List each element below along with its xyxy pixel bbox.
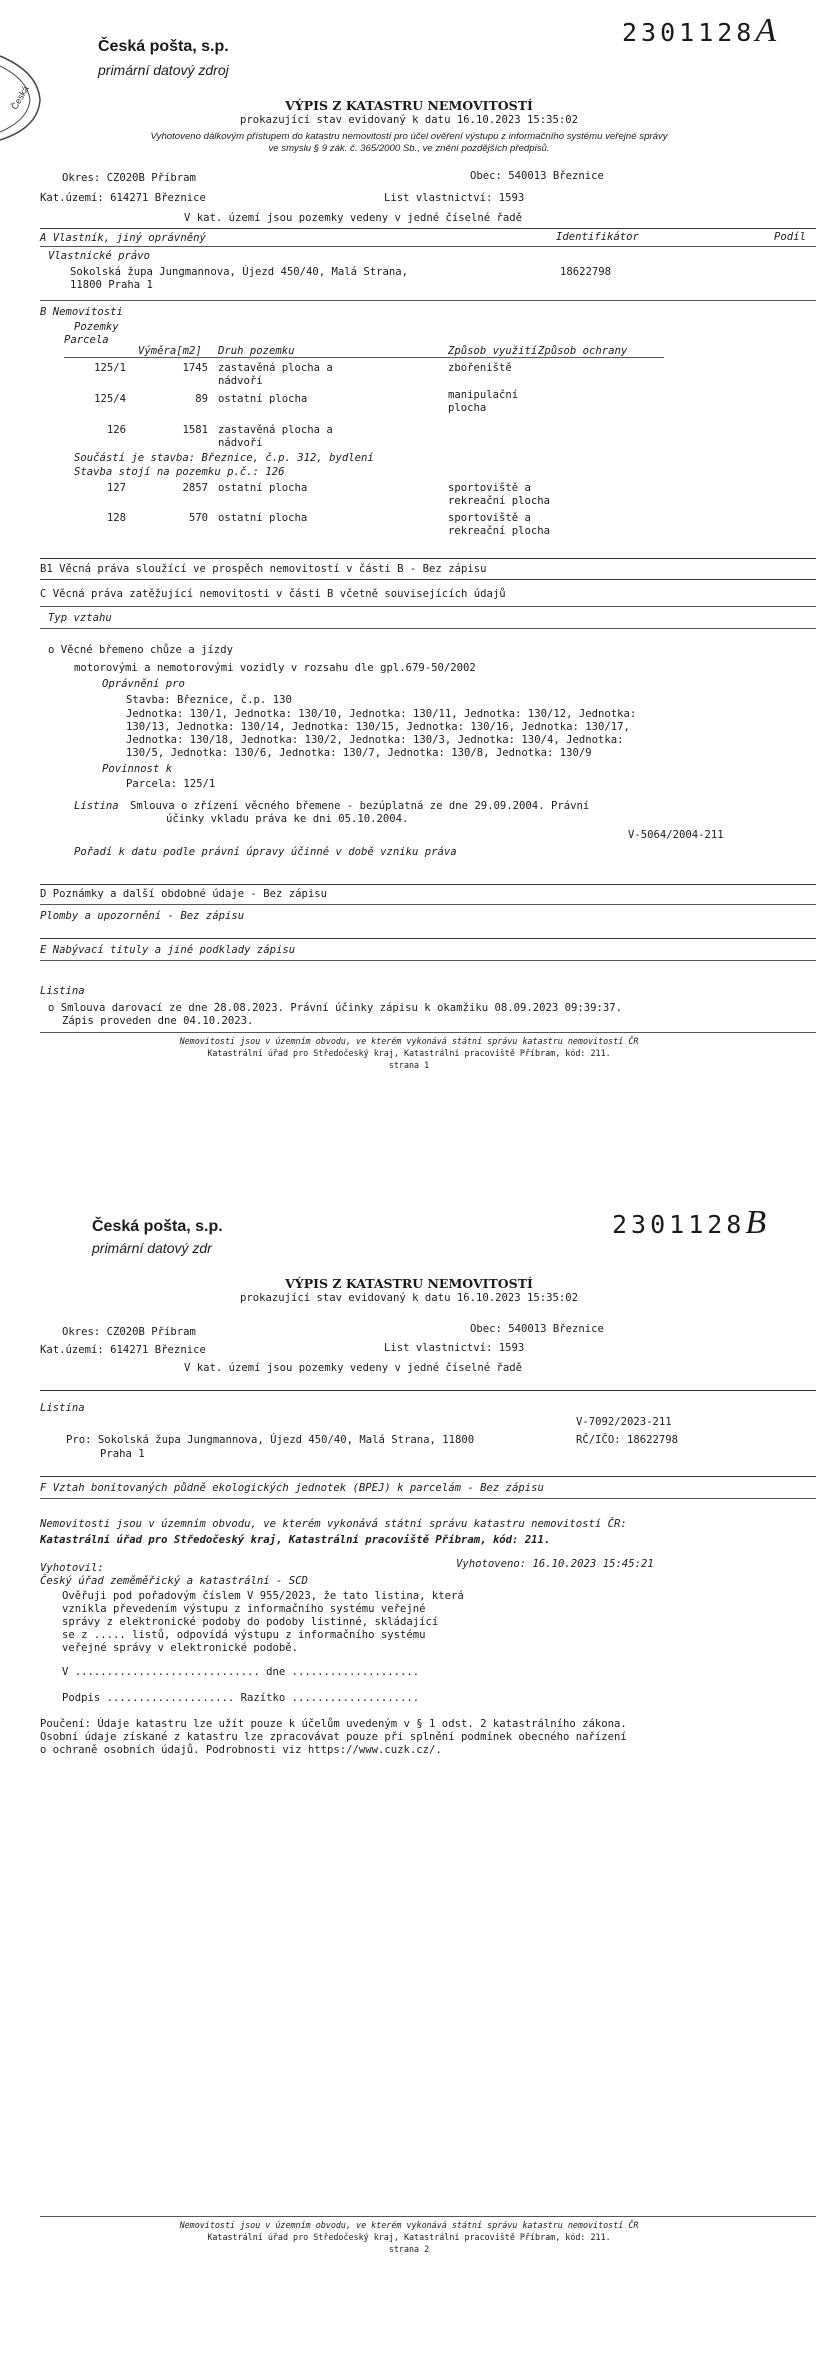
owner-line: 11800 Praha 1: [70, 279, 153, 291]
notice-line: ve smyslu § 9 zák. č. 365/2000 Sb., ve znění pozdějších předpisů.: [268, 143, 550, 154]
pouceni-line: Poučení: Údaje katastru lze užít pouze k účelům uvedeným v § 1 odst. 2 katastrálního zákona.: [40, 1718, 627, 1730]
section-b-label: B Nemovitosti: [40, 306, 123, 318]
vyuziti-cell: sportoviště a: [448, 512, 531, 524]
postal-stamp-icon: [0, 52, 50, 142]
pouceni-line: o ochraně osobních údajů. Podrobnosti viz https://www.cuzk.cz/.: [40, 1744, 442, 1756]
typ-vztahu: Typ vztahu: [48, 612, 112, 624]
nemovitosti-note: Nemovitosti jsou v územním obvodu, ve kterém vykonává státní správu katastru nemovitostí ČR:: [40, 1518, 627, 1530]
vyuziti-cell: plocha: [448, 402, 487, 414]
vyuziti-cell: rekreační plocha: [448, 525, 551, 537]
vyuziti-cell: manipulační: [448, 389, 519, 401]
povinnost-k: Povinnost k: [102, 763, 173, 775]
vecne-bremeno-detail: motorovými a nemotorovými vozidly v rozsahu dle gpl.679-50/2002: [74, 662, 476, 674]
section-f: F Vztah bonitovaných půdně ekologických jednotek (BPEJ) k parcelám - Bez zápisu: [40, 1482, 544, 1494]
document-number: 2301128A: [622, 12, 777, 49]
page-number: strana 2: [388, 2244, 430, 2254]
document-page-1: [0, 0, 818, 1150]
notice-line: Vyhotoveno dálkovým přístupem do katastru nemovitostí pro účel ověření výstupu z informačního systému veřejné správy: [150, 131, 668, 142]
parcela-cell: 128: [106, 512, 126, 524]
rc-ico: RČ/IČO: 18622798: [576, 1434, 679, 1446]
pro-line: Praha 1: [100, 1448, 145, 1460]
soucasti-stavba: Součástí je stavba: Březnice, č.p. 312, bydlení: [74, 452, 374, 464]
pouceni-line: Osobní údaje získané z katastru lze zpracovávat pouze při splnění podmínek obecného nařízení: [40, 1731, 627, 1743]
listina-label: Listina: [40, 1402, 85, 1414]
document-number: 2301128B: [612, 1204, 767, 1241]
opravneni-pro: Oprávnění pro: [102, 678, 185, 690]
listina-text: účinky vkladu práva ke dni 05.10.2004.: [166, 813, 409, 825]
document-page-2: [0, 1200, 818, 2354]
col-zpusob-ochrany: Způsob ochrany: [538, 345, 628, 357]
obec: Obec: 540013 Březnice: [470, 1323, 604, 1335]
footer-line: Nemovitosti jsou v územním obvodu, ve kterém vykonává státní správu katastru nemovitostí ČR: [179, 2220, 639, 2230]
jednotky-line: 130/5, Jednotka: 130/6, Jednotka: 130/7, Jednotka: 130/8, Jednotka: 130/9: [126, 747, 592, 759]
vymera-cell: 1581: [182, 424, 208, 436]
list-vlastnictvi: List vlastnictví: 1593: [384, 1342, 525, 1354]
post-name: Česká pošta, s.p.: [92, 1218, 223, 1235]
overeni-line: vznikla převedením výstupu z informačního systému veřejné: [62, 1603, 426, 1615]
document-suffix: A: [755, 12, 777, 49]
col-parcela: Parcela: [64, 334, 109, 346]
section-a-label: A Vlastník, jiný oprávněný: [40, 232, 206, 244]
druh-cell: zastavěná plocha a: [218, 362, 333, 374]
page-number: strana 1: [388, 1060, 430, 1070]
owner-identifier: 18622798: [560, 266, 612, 278]
listina-label: Listina: [74, 800, 119, 812]
post-subtitle: primární datový zdr: [92, 1240, 212, 1256]
vyuziti-cell: sportoviště a: [448, 482, 531, 494]
parcela-cell: 125/4: [94, 393, 126, 405]
col-zpusob-vyuziti: Způsob využití: [448, 345, 538, 357]
poradi: Pořadí k datu podle právní úpravy účinné v době vzniku práva: [74, 846, 457, 858]
druh-cell: ostatní plocha: [218, 512, 308, 524]
jednotky-line: Jednotka: 130/18, Jednotka: 130/2, Jednotka: 130/3, Jednotka: 130/4, Jednotka:: [126, 734, 624, 746]
post-name: Česká pošta, s.p.: [98, 38, 229, 55]
smlouva-line: Zápis proveden dne 04.10.2023.: [62, 1015, 254, 1027]
page-title: VÝPIS Z KATASTRU NEMOVITOSTÍ: [285, 98, 533, 113]
parcela-cell: 126: [106, 424, 126, 436]
druh-cell: zastavěná plocha a: [218, 424, 333, 436]
okres: Okres: CZ020B Příbram: [62, 172, 196, 184]
jednotky-line: Jednotka: 130/1, Jednotka: 130/10, Jednotka: 130/11, Jednotka: 130/12, Jednotka:: [126, 708, 637, 720]
v-dne-line: V ............................. dne ....................: [62, 1666, 420, 1678]
owner-line: Sokolská župa Jungmannova, Újezd 450/40, Malá Strana,: [70, 266, 409, 278]
overeni-line: se z ..... listů, odpovídá výstupu z informačního systému: [62, 1629, 426, 1641]
pozemky-label: Pozemky: [74, 321, 119, 333]
svg-text:Česká: Česká: [9, 84, 31, 112]
page-title: VÝPIS Z KATASTRU NEMOVITOSTÍ: [285, 1276, 533, 1291]
section-e: E Nabývací tituly a jiné podklady zápisu: [40, 944, 296, 956]
plomby: Plomby a upozornění - Bez zápisu: [40, 910, 245, 922]
pro-line: Pro: Sokolská župa Jungmannova, Újezd 450/40, Malá Strana, 11800: [66, 1434, 475, 1446]
listina-reference: V-5064/2004-211: [628, 829, 724, 841]
footer-line: Nemovitosti jsou v územním obvodu, ve kterém vykonává státní správu katastru nemovitostí ČR: [179, 1036, 639, 1046]
section-a-identifikator: Identifikátor: [556, 231, 639, 243]
post-subtitle: primární datový zdroj: [98, 62, 229, 78]
jednotky-line: 130/13, Jednotka: 130/14, Jednotka: 130/15, Jednotka: 130/16, Jednotka: 130/17,: [126, 721, 630, 733]
cislovani-note: V kat. území jsou pozemky vedeny v jedné číselné řadě: [184, 212, 523, 224]
katastralni-uzemi: Kat.území: 614271 Březnice: [40, 192, 206, 204]
stavba-stoji: Stavba stojí na pozemku p.č.: 126: [74, 466, 285, 478]
col-druh: Druh pozemku: [218, 345, 295, 357]
druh-cell: ostatní plocha: [218, 393, 308, 405]
vymera-cell: 2857: [182, 482, 208, 494]
smlouva-line: o Smlouva darovací ze dne 28.08.2023. Právní účinky zápisu k okamžiku 08.09.2023 09:39:37.: [48, 1002, 623, 1014]
vyuziti-cell: rekreační plocha: [448, 495, 551, 507]
page-gap: [0, 1150, 818, 1200]
vyhotovil: Vyhotovil:: [40, 1562, 104, 1574]
nemovitosti-note: Katastrální úřad pro Středočeský kraj, Katastrální pracoviště Příbram, kód: 211.: [40, 1534, 551, 1546]
section-c: C Věcná práva zatěžující nemovitosti v části B včetně souvisejících údajů: [40, 588, 506, 600]
col-vymera: Výměra[m2]: [138, 345, 202, 357]
overeni-line: veřejné správy v elektronické podobě.: [62, 1642, 298, 1654]
okres: Okres: CZ020B Příbram: [62, 1326, 196, 1338]
overeni-line: Ověřuji pod pořadovým číslem V 955/2023, že tato listina, která: [62, 1590, 464, 1602]
vyhotoveno: Vyhotoveno: 16.10.2023 15:45:21: [456, 1558, 654, 1570]
vecne-bremeno: o Věcné břemeno chůze a jízdy: [48, 644, 233, 656]
listina-e-label: Listina: [40, 985, 85, 997]
podpis-line: Podpis .................... Razítko ....................: [62, 1692, 420, 1704]
footer-line: Katastrální úřad pro Středočeský kraj, Katastrální pracoviště Příbram, kód: 211.: [207, 2232, 611, 2242]
section-b1: B1 Věcná práva sloužící ve prospěch nemovitostí v části B - Bez zápisu: [40, 563, 487, 575]
druh-cell: nádvoří: [218, 437, 263, 449]
vymera-cell: 570: [188, 512, 208, 524]
page-subtitle: prokazující stav evidovaný k datu 16.10.2023 15:35:02: [239, 1292, 579, 1304]
parcela-line: Parcela: 125/1: [126, 778, 216, 790]
obec: Obec: 540013 Březnice: [470, 170, 604, 182]
cislovani-note: V kat. území jsou pozemky vedeny v jedné číselné řadě: [184, 1362, 523, 1374]
page-subtitle: prokazující stav evidovaný k datu 16.10.2023 15:35:02: [239, 114, 579, 126]
section-a-podil: Podíl: [774, 231, 806, 243]
vyuziti-cell: zbořeniště: [448, 362, 512, 374]
list-vlastnictvi: List vlastnictví: 1593: [384, 192, 525, 204]
document-suffix: B: [745, 1204, 767, 1241]
listina-text: Smlouva o zřízení věcného břemene - bezúplatná ze dne 29.09.2004. Právní: [130, 800, 590, 812]
parcela-cell: 127: [106, 482, 126, 494]
druh-cell: nádvoří: [218, 375, 263, 387]
section-d: D Poznámky a další obdobné údaje - Bez zápisu: [40, 888, 328, 900]
druh-cell: ostatní plocha: [218, 482, 308, 494]
vymera-cell: 89: [195, 393, 208, 405]
stavba-line: Stavba: Březnice, č.p. 130: [126, 694, 292, 706]
vymera-cell: 1745: [182, 362, 208, 374]
footer-line: Katastrální úřad pro Středočeský kraj, Katastrální pracoviště Příbram, kód: 211.: [207, 1048, 611, 1058]
katastralni-uzemi: Kat.území: 614271 Březnice: [40, 1344, 206, 1356]
listina-reference: V-7092/2023-211: [576, 1416, 672, 1428]
vlastnicke-pravo: Vlastnické právo: [48, 250, 151, 262]
parcela-cell: 125/1: [94, 362, 126, 374]
overeni-line: správy z elektronické podoby do podoby listinné, skládající: [62, 1616, 439, 1628]
cuzk-line: Český úřad zeměměřický a katastrální - SCD: [40, 1575, 308, 1587]
